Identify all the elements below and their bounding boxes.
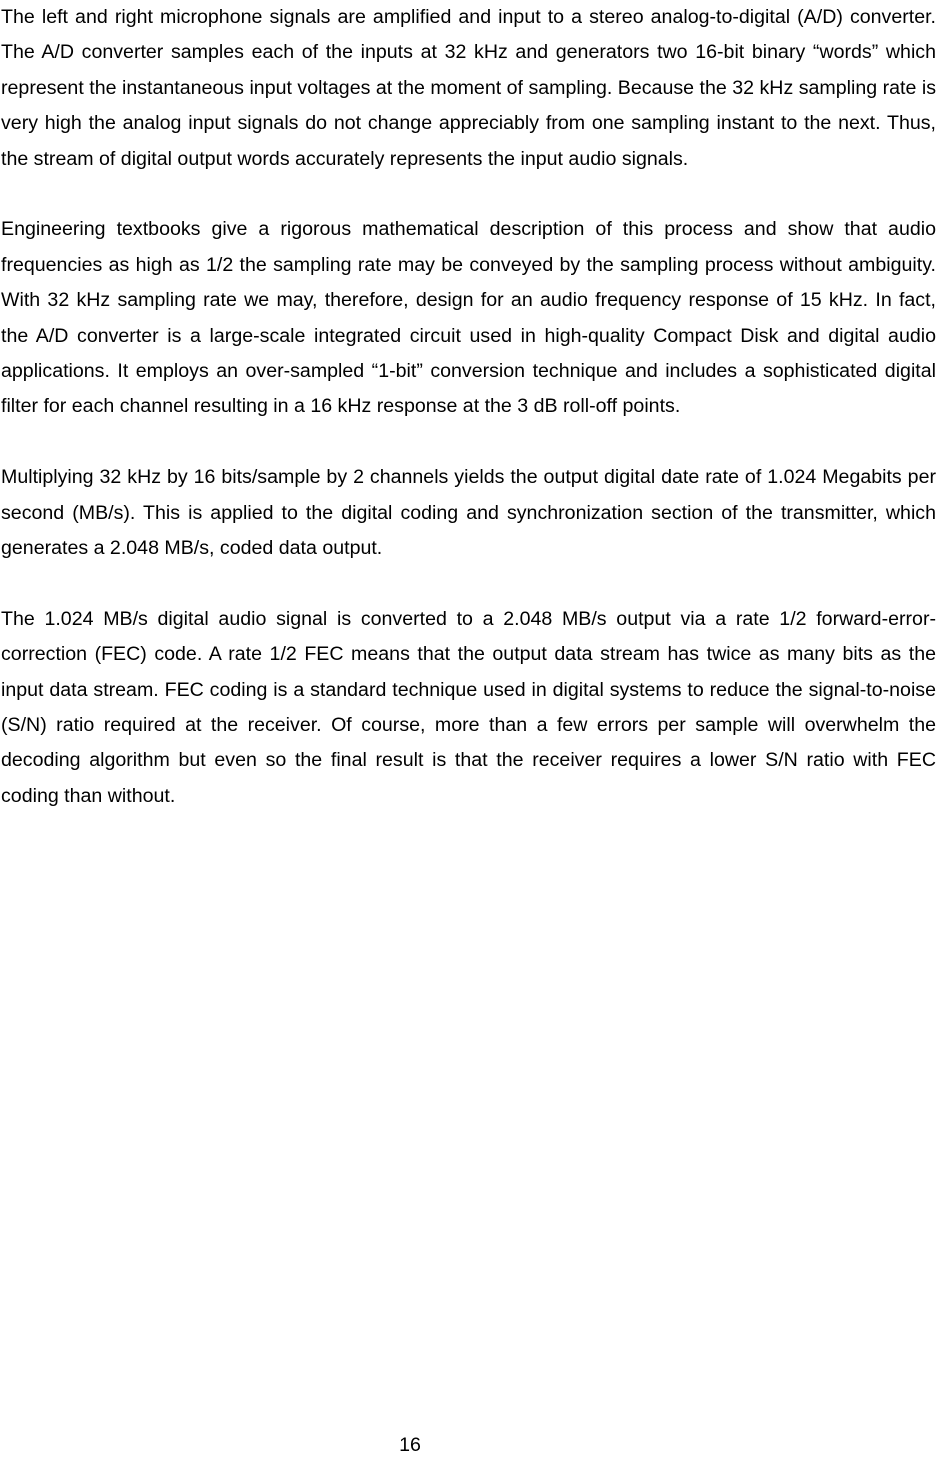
body-text: [1, 0, 936, 850]
page-number: 16: [399, 1434, 421, 1456]
paragraph-fec-coding: The 1.024 MB/s digital audio signal is converted to a 2.048 MB/s output via a rate 1/2 forward-error-correction (FEC) code. A rate 1/2 FEC means that the output data stream has twice as many bits as the input data stream. FEC coding is a standard technique used in digital systems to reduce the signal-to-noise (S/N) ratio required at the receiver. Of course, more than a few errors per sample will overwhelm the decoding algorithm but even so the final result is that the receiver requires a lower S/N ratio with FEC coding than without.: [1, 607, 936, 807]
paragraph-sampling-intro: The left and right microphone signals are amplified and input to a stereo analog-to-digital (A/D) converter. The A/D converter samples each of the inputs at 32 kHz and generators two 16-bit binary “words” which represent the instantaneous input voltages at the moment of sampling. Because the 32 kHz sampling rate is very high the analog input signals do not change appreciably from one sampling instant to the next. Thus, the stream of digital output words accurately represents the input audio signals.: [1, 6, 936, 170]
paragraph-sampling-theory: Engineering textbooks give a rigorous mathematical description of this process and show that audio frequencies as high as 1/2 the sampling rate may be conveyed by the sampling process without ambiguity. With 32 kHz sampling rate we may, therefore, design for an audio frequency response of 15 kHz. In fact, the A/D converter is a large-scale integrated circuit used in high-quality Compact Disk and digital audio applications. It employs an over-sampled “1-bit” conversion technique and includes a sophisticated digital filter for each channel resulting in a 16 kHz response at the 3 dB roll-off points.: [1, 218, 936, 418]
paragraph-data-rate: Multiplying 32 kHz by 16 bits/sample by 2 channels yields the output digital date rate of 1.024 Megabits per second (MB/s). This is applied to the digital coding and synchronization section of the transmitter, which generates a 2.048 MB/s, coded data output.: [1, 466, 936, 560]
